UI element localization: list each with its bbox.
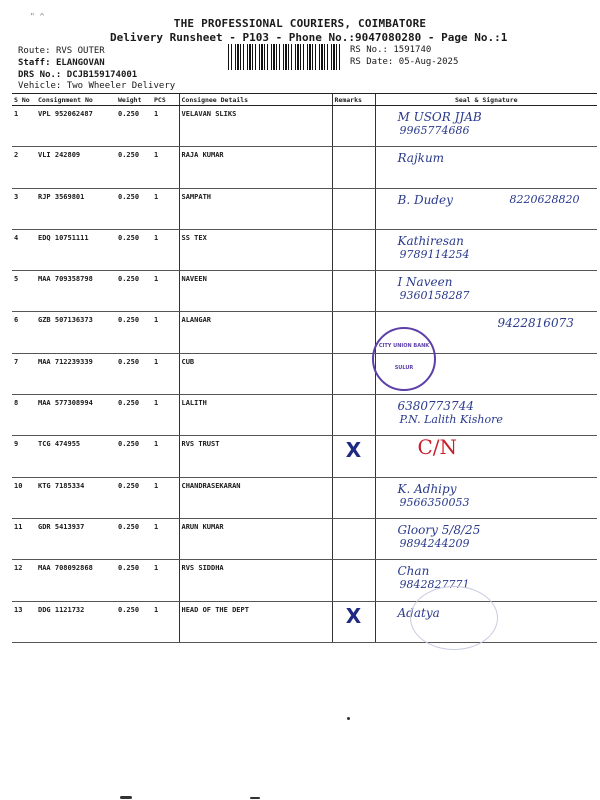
cell-signature	[375, 106, 597, 147]
cell-signature	[375, 271, 597, 312]
signature-note: 9894244209	[399, 536, 470, 550]
cell-consignee: HEAD OF THE DEPT	[179, 601, 332, 642]
cell-sno: 4	[12, 229, 36, 270]
table-row	[12, 106, 597, 147]
cell-pcs: 1	[152, 147, 179, 188]
cell-consignee: RVS TRUST	[179, 436, 332, 477]
cell-consignment-no: KTG 7185334	[36, 477, 116, 518]
cell-consignment-no: MAA 712239339	[36, 353, 116, 394]
cell-remarks	[332, 518, 375, 559]
cell-consignment-no: VPL 952062487	[36, 106, 116, 147]
cell-signature	[375, 229, 597, 270]
signature-text: B. Dudey	[397, 192, 453, 207]
cell-remarks	[332, 271, 375, 312]
drs-label: DRS No.:	[18, 70, 62, 80]
rs-date-label: RS Date:	[350, 57, 394, 67]
col-seal-signature: Seal & Signature	[375, 94, 597, 106]
cell-consignee: LALITH	[179, 395, 332, 436]
cell-weight: 0.250	[116, 229, 152, 270]
cell-sno: 6	[12, 312, 36, 353]
cell-pcs: 1	[152, 395, 179, 436]
table-row	[12, 518, 597, 559]
cell-remarks	[332, 188, 375, 229]
signature-text: M USOR JJAB	[397, 110, 482, 124]
col-remarks: Remarks	[332, 94, 375, 106]
cell-consignment-no: MAA 709358798	[36, 271, 116, 312]
signature-text: I Naveen	[397, 275, 453, 290]
rs-no-line	[350, 45, 431, 55]
table-row	[12, 312, 597, 353]
signature-text: K. Adhipy	[397, 481, 457, 496]
staff-value: ELANGOVAN	[55, 58, 105, 68]
cell-weight: 0.250	[116, 436, 152, 477]
cell-sno: 12	[12, 560, 36, 601]
speck	[120, 796, 132, 799]
staff-label: Staff:	[18, 58, 51, 68]
cell-sno: 13	[12, 601, 36, 642]
col-weight: Weight	[116, 94, 152, 106]
cell-sno: 7	[12, 353, 36, 394]
cell-signature	[375, 560, 597, 601]
signature-note: P.N. Lalith Kishore	[399, 413, 503, 427]
cell-weight: 0.250	[116, 147, 152, 188]
table-row	[12, 477, 597, 518]
route-label: Route:	[18, 46, 51, 56]
signature-text: Adatya	[397, 605, 440, 620]
stamp-bank-name: CITY UNION BANK	[378, 343, 430, 349]
signature-note: 9360158287	[399, 289, 470, 303]
faint-seal-ring	[410, 586, 498, 650]
cell-weight: 0.250	[116, 518, 152, 559]
cell-remarks	[332, 353, 375, 394]
cell-consignment-no: TCG 474955	[36, 436, 116, 477]
cell-pcs: 1	[152, 188, 179, 229]
cell-consignment-no: EDQ 10751111	[36, 229, 116, 270]
cell-weight: 0.250	[116, 395, 152, 436]
cell-pcs: 1	[152, 560, 179, 601]
cell-consignee: CHANDRASEKARAN	[179, 477, 332, 518]
route-line	[18, 46, 105, 56]
cell-weight: 0.250	[116, 601, 152, 642]
stamp-branch: SULUR	[394, 365, 414, 371]
signature-note: 9842827771	[399, 578, 470, 592]
col-sno: S No	[12, 94, 36, 106]
signature-note: 8220628820	[509, 192, 580, 206]
runsheet-table	[12, 93, 597, 643]
table-row	[12, 229, 597, 270]
cell-pcs: 1	[152, 312, 179, 353]
cell-sno: 11	[12, 518, 36, 559]
cell-consignee: RAJA KUMAR	[179, 147, 332, 188]
cell-consignee: SS TEX	[179, 229, 332, 270]
cell-consignment-no: MAA 708092868	[36, 560, 116, 601]
cell-signature	[375, 436, 597, 477]
cell-weight: 0.250	[116, 560, 152, 601]
cell-remarks	[332, 147, 375, 188]
table-row	[12, 601, 597, 642]
cell-sno: 9	[12, 436, 36, 477]
cell-pcs: 1	[152, 271, 179, 312]
signature-note: 9789114254	[399, 247, 470, 261]
vehicle-value: Two Wheeler Delivery	[66, 81, 176, 91]
cell-remarks	[332, 312, 375, 353]
cell-consignee: VELAVAN SLIKS	[179, 106, 332, 147]
cell-weight: 0.250	[116, 353, 152, 394]
rs-no-label: RS No.:	[350, 45, 388, 55]
cell-sno: 1	[12, 106, 36, 147]
signature-text: 6380773744	[397, 399, 474, 414]
cell-sno: 8	[12, 395, 36, 436]
cell-remarks	[332, 229, 375, 270]
route-value: RVS OUTER	[55, 46, 105, 56]
staff-line	[18, 58, 105, 68]
table-header-row	[12, 94, 597, 106]
cell-pcs: 1	[152, 601, 179, 642]
cell-pcs: 1	[152, 436, 179, 477]
cell-signature	[375, 477, 597, 518]
signature-text: C/N	[417, 435, 458, 460]
cell-weight: 0.250	[116, 106, 152, 147]
cell-weight: 0.250	[116, 188, 152, 229]
company-title: THE PROFESSIONAL COURIERS, COIMBATORE	[173, 17, 427, 30]
rs-date-value: 05-Aug-2025	[398, 57, 459, 67]
cell-consignee: SAMPATH	[179, 188, 332, 229]
signature-text: Gloory 5/8/25	[397, 522, 481, 537]
cell-consignee: CUB	[179, 353, 332, 394]
cell-weight: 0.250	[116, 271, 152, 312]
cell-remarks	[332, 106, 375, 147]
cell-pcs: 1	[152, 518, 179, 559]
cell-signature	[375, 147, 597, 188]
vehicle-label: Vehicle:	[18, 81, 62, 91]
cell-sno: 10	[12, 477, 36, 518]
runsheet-title: Delivery Runsheet - P103 - Phone No.:9047080280 - Page No.:1	[110, 31, 508, 44]
cell-pcs: 1	[152, 477, 179, 518]
col-consignment: Consignment No	[36, 94, 116, 106]
table-row	[12, 353, 597, 394]
drs-line	[18, 70, 137, 80]
cell-remarks	[332, 395, 375, 436]
table-row	[12, 147, 597, 188]
cell-weight: 0.250	[116, 312, 152, 353]
speck	[347, 717, 350, 720]
cell-consignment-no: GDR 5413937	[36, 518, 116, 559]
cell-sno: 5	[12, 271, 36, 312]
signature-text: Chan	[397, 564, 430, 579]
cell-remarks	[332, 477, 375, 518]
cell-signature	[375, 395, 597, 436]
cell-remarks: X	[332, 601, 375, 642]
cell-consignment-no: GZB 507136373	[36, 312, 116, 353]
barcode	[228, 44, 340, 70]
table-row	[12, 271, 597, 312]
table-row	[12, 436, 597, 477]
signature-note: 9566350053	[399, 495, 470, 509]
table-row	[12, 188, 597, 229]
cell-weight: 0.250	[116, 477, 152, 518]
signature-text: 9422816073	[497, 316, 574, 331]
speck	[250, 797, 260, 799]
table-row	[12, 395, 597, 436]
cell-signature	[375, 518, 597, 559]
cell-consignee: ARUN KUMAR	[179, 518, 332, 559]
cell-pcs: 1	[152, 353, 179, 394]
table-row	[12, 560, 597, 601]
cell-consignee: ALANGAR	[179, 312, 332, 353]
rs-date-line	[350, 57, 458, 67]
col-consignee: Consignee Details	[179, 94, 332, 106]
cell-sno: 2	[12, 147, 36, 188]
col-pcs: PCS	[152, 94, 179, 106]
drs-value: DCJB159174001	[66, 70, 138, 80]
cell-signature	[375, 188, 597, 229]
vehicle-line	[18, 81, 175, 91]
cell-pcs: 1	[152, 229, 179, 270]
cell-consignment-no: MAA 577308994	[36, 395, 116, 436]
corner-mark: " ^	[30, 12, 45, 21]
cell-consignment-no: VLI 242809	[36, 147, 116, 188]
cell-remarks: X	[332, 436, 375, 477]
cell-consignment-no: RJP 3569801	[36, 188, 116, 229]
rs-no-value: 1591740	[393, 45, 432, 55]
cell-consignment-no: DDG 1121732	[36, 601, 116, 642]
cell-remarks	[332, 560, 375, 601]
cell-sno: 3	[12, 188, 36, 229]
signature-text: Rajkum	[397, 151, 445, 166]
cell-consignee: RVS SIDDHA	[179, 560, 332, 601]
signature-text: Kathiresan	[397, 233, 464, 248]
bank-seal-stamp	[372, 327, 436, 391]
cell-consignee: NAVEEN	[179, 271, 332, 312]
signature-note: 9965774686	[399, 124, 470, 137]
cell-pcs: 1	[152, 106, 179, 147]
